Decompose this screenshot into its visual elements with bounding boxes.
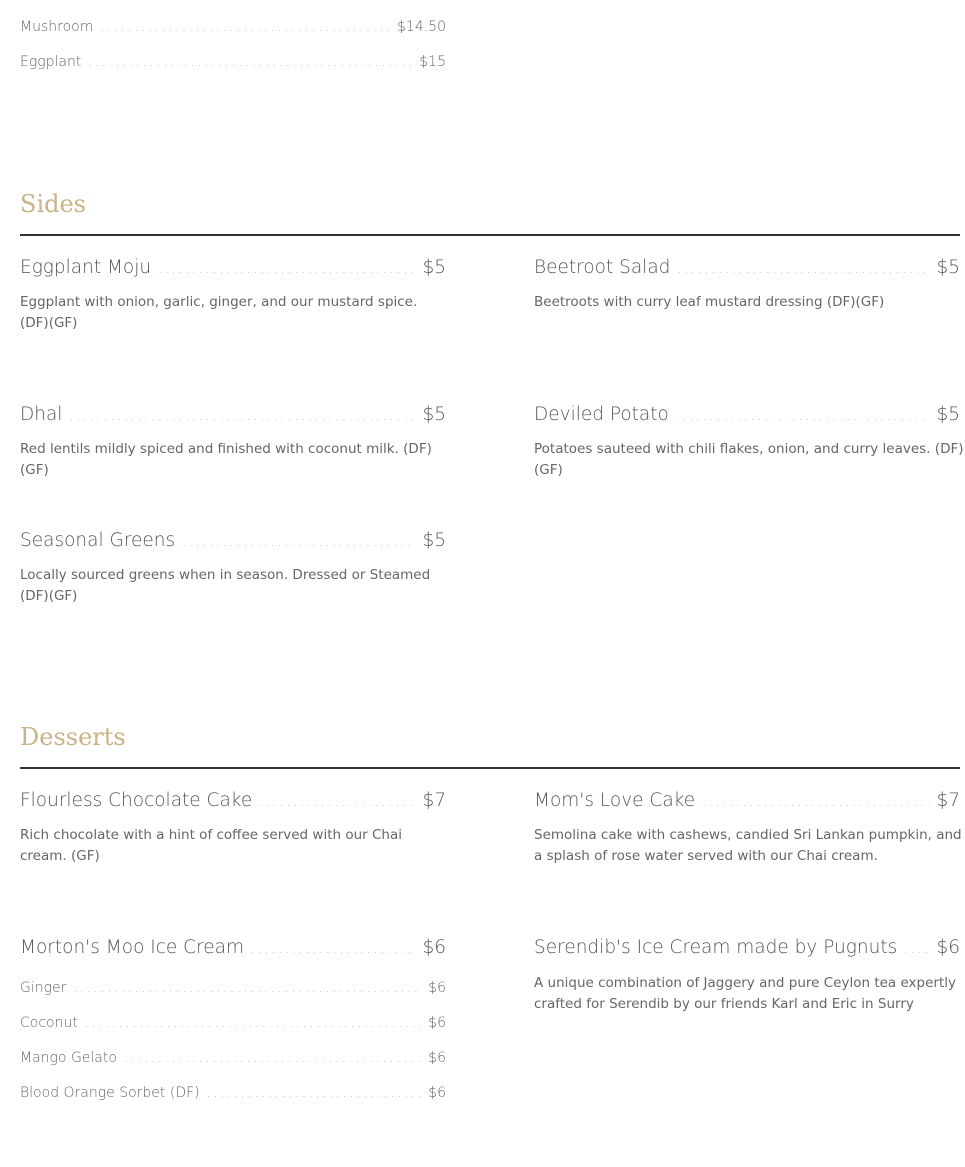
flavor-price: $6	[428, 1050, 446, 1066]
item-name: Deviled Potato	[534, 404, 669, 425]
item-name: Eggplant	[20, 54, 82, 70]
item-description: Potatoes sauteed with chili flakes, onion, and curry leaves. (DF)(GF)	[534, 441, 964, 478]
flavor-name: Blood Orange Sorbet (DF)	[20, 1085, 200, 1101]
leader-dots	[85, 1016, 421, 1030]
leader-dots	[904, 942, 929, 956]
menu-list-item	[20, 19, 446, 35]
leader-dots	[158, 262, 415, 276]
item-description: Beetroots with curry leaf mustard dressing (DF)(GF)	[534, 294, 885, 310]
leader-dots	[69, 409, 415, 423]
menu-item-beetroot-salad	[534, 257, 960, 278]
menu-item-moms-love-cake	[534, 790, 960, 811]
item-description: Locally sourced greens when in season. Dressed or Steamed (DF)(GF)	[20, 567, 431, 604]
section-divider	[20, 234, 960, 236]
item-name: Dhal	[20, 404, 63, 425]
flavor-list-item	[20, 980, 446, 996]
item-name: Seasonal Greens	[20, 530, 176, 551]
flavor-list-item	[20, 1015, 446, 1031]
item-description: Eggplant with onion, garlic, ginger, and our mustard spice. (DF)(GF)	[20, 294, 418, 331]
item-description: Red lentils mildly spiced and finished with coconut milk. (DF)(GF)	[20, 441, 432, 478]
menu-item-serendibs-ice-cream	[534, 937, 960, 958]
flavor-price: $6	[428, 1085, 446, 1101]
item-price: $6	[422, 937, 446, 958]
item-name: Flourless Chocolate Cake	[20, 790, 253, 811]
item-name: Mom's Love Cake	[534, 790, 696, 811]
leader-dots	[88, 55, 412, 69]
item-price: $7	[422, 790, 446, 811]
item-name: Eggplant Moju	[20, 257, 152, 278]
leader-dots	[124, 1051, 421, 1065]
item-name: Serendib's Ice Cream made by Pugnuts	[534, 937, 898, 958]
leader-dots	[702, 795, 929, 809]
item-description: A unique combination of Jaggery and pure Ceylon tea expertly crafted for Serendib by our friends Karl and Eric in Surry	[534, 975, 957, 1012]
section-divider	[20, 767, 960, 769]
item-price: $5	[422, 530, 446, 551]
flavor-list-item	[20, 1085, 446, 1101]
item-description: Rich chocolate with a hint of coffee served with our Chai cream. (GF)	[20, 827, 403, 864]
leader-dots	[73, 981, 421, 995]
flavor-name: Ginger	[20, 980, 67, 996]
item-description: Semolina cake with cashews, candied Sri Lankan pumpkin, and a splash of rose water served with our Chai cream.	[534, 827, 962, 864]
item-price: $5	[422, 257, 446, 278]
item-name: Beetroot Salad	[534, 257, 671, 278]
leader-dots	[207, 1086, 422, 1100]
leader-dots	[100, 20, 390, 34]
menu-item-deviled-potato	[534, 404, 960, 425]
item-price: $5	[936, 404, 960, 425]
flavor-name: Mango Gelato	[20, 1050, 117, 1066]
menu-item-mortons-moo-ice-cream	[20, 937, 446, 958]
leader-dots	[676, 409, 930, 423]
menu-item-seasonal-greens	[20, 530, 446, 551]
leader-dots	[182, 535, 415, 549]
menu-item-dhal	[20, 404, 446, 425]
item-price: $5	[422, 404, 446, 425]
leader-dots	[259, 795, 415, 809]
menu-item-eggplant-moju	[20, 257, 446, 278]
leader-dots	[251, 942, 415, 956]
flavor-price: $6	[428, 1015, 446, 1031]
item-price: $15	[419, 54, 446, 70]
flavor-price: $6	[428, 980, 446, 996]
item-price: $5	[936, 257, 960, 278]
section-title-sides: Sides	[20, 190, 86, 218]
flavor-list-item	[20, 1050, 446, 1066]
menu-list-item	[20, 54, 446, 70]
section-title-desserts: Desserts	[20, 723, 126, 751]
menu-item-flourless-chocolate-cake	[20, 790, 446, 811]
item-name: Morton's Moo Ice Cream	[20, 937, 245, 958]
item-name: Mushroom	[20, 19, 94, 35]
item-price: $7	[936, 790, 960, 811]
flavor-name: Coconut	[20, 1015, 78, 1031]
item-price: $14.50	[397, 19, 446, 35]
item-price: $6	[936, 937, 960, 958]
leader-dots	[677, 262, 929, 276]
